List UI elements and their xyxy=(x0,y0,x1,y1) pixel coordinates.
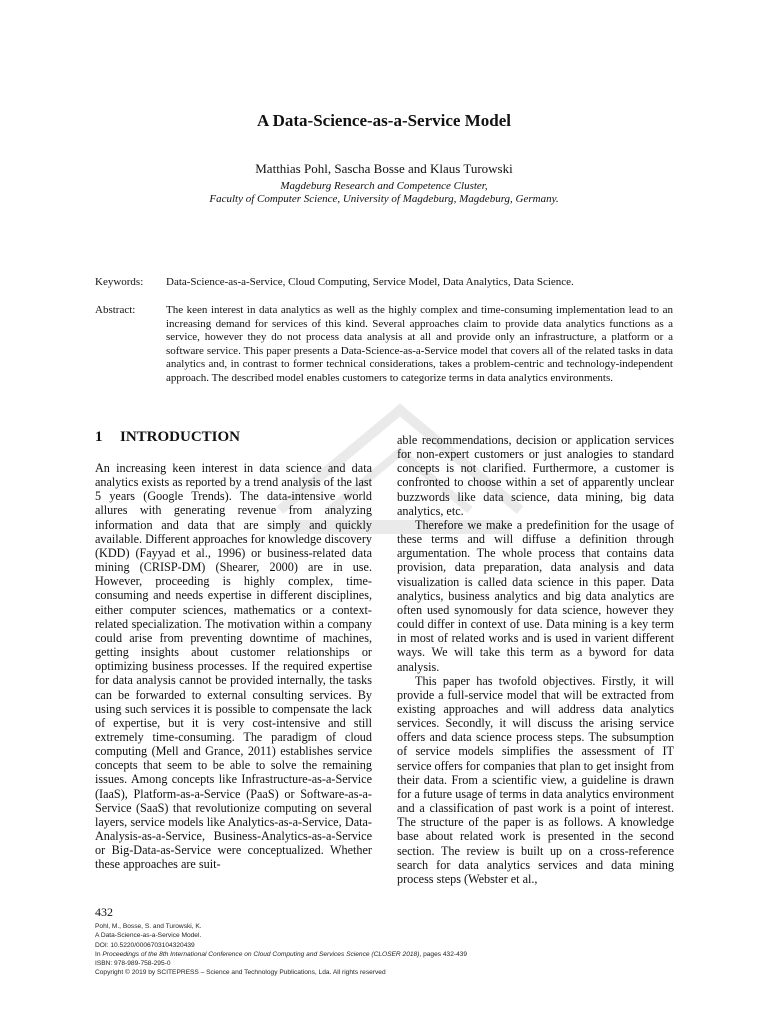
footer-proceedings: In Proceedings of the 8th International Conference on Cloud Computing and Services Science (CLOSER 2018), pages 432-439 xyxy=(95,950,468,958)
left-column xyxy=(95,461,372,872)
section-number: 1 xyxy=(95,429,103,445)
affiliation-line-2: Faculty of Computer Science, University of Magdeburg, Magdeburg, Germany. xyxy=(209,193,559,205)
paragraph: This paper has twofold objectives. Firstly, it will provide a full-service model that will be extracted from existing approaches and will address data analytics services. Secondly, it will discuss the arising service offers and data science process steps. The subsumption of service models simplifies the assessment of IT service offers for companies that plan to get insight from their data. From a scientific view, a guideline is drawn for a future usage of terms in data analytics environment and a classification of past work is a point of interest. The structure of the paper is as follows. A knowledge base about related work is presented in the second section. The review is built up on a cross-reference search for data analytics services and data mining process steps (Webster et al., xyxy=(397,673,674,886)
paragraph: An increasing keen interest in data science and data analytics exists as reported by a trend analysis of the last 5 years (Google Trends). The data-intensive world allures with generating revenue from analyzing information and data that are simply and quickly available. Different approaches for knowledge discovery (KDD) (Fayyad et al., 1996) or business-related data mining (CRISP-DM) (Shearer, 2000) are in use. However, proceeding is highly complex, time-consuming and needs expertise in different disciplines, either computer sciences, mathematics or a context-related specialization. The motivation within a company could arise from preventing downtime of machines, getting insights about customer relationships or optimizing business processes. If the required expertise for data analysis cannot be provided internally, the tasks can be forwarded to external consulting services. By using such services it is possible to compensate the lack of expertise, but it is very cost-intensive and still extremely time-consuming. The paradigm of cloud computing (Mell and Grance, 2011) establishes service concepts that seem to be able to solve the remaining issues. Among concepts like Infrastructure-as-a-Service (IaaS), Platform-as-a-Service (PaaS) or Software-as-a-Service (SaaS) that revolutionize computing on several layers, service models like Analytics-as-a-Service, Data-Analysis-as-a-Service, Business-Analytics-as-a-Service or Big-Data-as-Service were conceptualized. Whether these approaches are suit- xyxy=(95,461,372,872)
section-heading xyxy=(95,429,240,446)
keywords-text: Data-Science-as-a-Service, Cloud Computing, Service Model, Data Analytics, Data Science. xyxy=(166,276,574,288)
keywords-label: Keywords: xyxy=(95,276,144,288)
footer-title: A Data-Science-as-a-Service Model. xyxy=(95,932,202,940)
footer-copyright: Copyright © 2019 by SCITEPRESS – Science and Technology Publications, Lda. All rights reserved xyxy=(95,969,386,977)
abstract-label: Abstract: xyxy=(95,304,136,316)
paper-title: A Data-Science-as-a-Service Model xyxy=(257,111,511,130)
affiliation-line-1: Magdeburg Research and Competence Cluster, xyxy=(280,180,488,192)
right-column xyxy=(397,433,674,886)
paragraph: able recommendations, decision or application services for non-expert customers or just analogies to standard concepts is not clarified. Furthermore, a customer is confronted to choose within a set of apparently unclear buzzwords like data science, data mining, big data analytics, etc. xyxy=(397,433,674,518)
footer-authors: Pohl, M., Bosse, S. and Turowski, K. xyxy=(95,923,202,930)
author-list: Matthias Pohl, Sascha Bosse and Klaus Turowski xyxy=(255,161,513,176)
citation-footer xyxy=(95,922,467,978)
footer-isbn: ISBN: 978-989-758-295-0 xyxy=(95,960,171,968)
paragraph: Therefore we make a predefinition for the usage of these terms and will diffuse a definition through argumentation. The whole process that contains data provision, data preparation, data analysis and data visualization is called data science in this paper. Data analytics, business analytics and big data analytics are often used synomously for data science, however they could differ in context of use. Data mining is a key term in most of related works and is used in varient different ways. We will take this term as a byword for data analysis. xyxy=(397,517,674,674)
abstract-text: The keen interest in data analytics as well as the highly complex and time-consuming implementation lead to an increasing demand for services of this kind. Several approaches claim to provide data analytics functions as a service, however they do not process data analysis at all and provide only an infrastructure, a platform or a software service. This paper presents a Data-Science-as-a-Service model that covers all of the related tasks in data analytics and, in contrast to former technical considerations, takes a problem-centric and technology-independent approach. The described model enables customers to categorize terms in data analytics environments. xyxy=(166,304,673,384)
footer-doi: DOI: 10.5220/0006703104320439 xyxy=(95,941,195,949)
section-title: INTRODUCTION xyxy=(120,429,241,445)
page-number: 432 xyxy=(95,905,113,919)
